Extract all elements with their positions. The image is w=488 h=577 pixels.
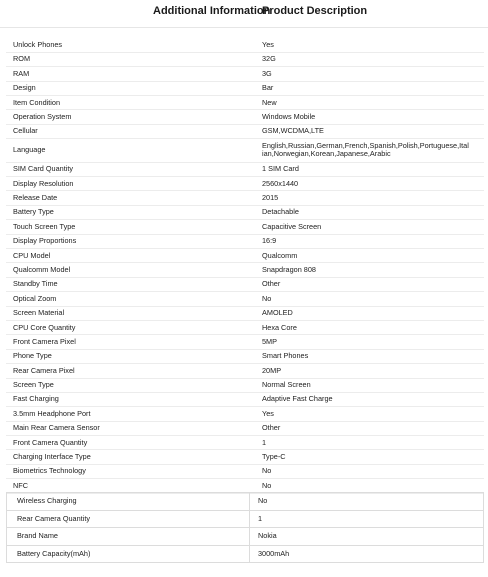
table-row — [6, 479, 484, 493]
spec-value: GSM,WCDMA,LTE — [253, 124, 484, 138]
spec-value: Capacitive Screen — [253, 220, 484, 234]
spec-key: SIM Card Quantity — [6, 162, 253, 176]
spec-value: Qualcomm — [253, 248, 484, 262]
spec-value: 5MP — [253, 335, 484, 349]
table-row — [7, 493, 484, 511]
spec-value: 32G — [253, 52, 484, 66]
spec-key: Fast Charging — [6, 392, 253, 406]
spec-value: English,Russian,German,French,Spanish,Polish,Portuguese,Italian,Norwegian,Korean,Japanese,Arabic — [253, 139, 484, 162]
table-row — [6, 320, 484, 334]
extra-specifications-table — [6, 492, 484, 563]
spec-key: Display Proportions — [6, 234, 253, 248]
table-row — [6, 450, 484, 464]
spec-key: Charging Interface Type — [6, 450, 253, 464]
table-row — [7, 510, 484, 528]
table-row — [7, 528, 484, 546]
table-row — [6, 392, 484, 406]
spec-key: Optical Zoom — [6, 292, 253, 306]
table-row — [6, 52, 484, 66]
spec-value: Normal Screen — [253, 378, 484, 392]
spec-value: No — [253, 292, 484, 306]
spec-key: Battery Capacity(mAh) — [7, 545, 250, 563]
table-row — [6, 292, 484, 306]
table-row — [6, 436, 484, 450]
tab-additional-information[interactable]: Additional Information — [153, 5, 271, 17]
spec-value: 1 — [250, 510, 484, 528]
spec-value: AMOLED — [253, 306, 484, 320]
table-row — [6, 96, 484, 110]
spec-value: Bar — [253, 81, 484, 95]
spec-key: ROM — [6, 52, 253, 66]
spec-value: Hexa Core — [253, 320, 484, 334]
table-row — [6, 349, 484, 363]
spec-key: Operation System — [6, 110, 253, 124]
table-row — [6, 364, 484, 378]
table-row — [6, 124, 484, 138]
spec-key: Cellular — [6, 124, 253, 138]
spec-key: Biometrics Technology — [6, 464, 253, 478]
spec-value: 1 — [253, 436, 484, 450]
spec-key: Battery Type — [6, 205, 253, 219]
spec-value: Nokia — [250, 528, 484, 546]
table-row — [6, 81, 484, 95]
table-row — [6, 263, 484, 277]
spec-key: Wireless Charging — [7, 493, 250, 511]
spec-value: 2015 — [253, 191, 484, 205]
spec-value: 2560x1440 — [253, 177, 484, 191]
spec-value: New — [253, 96, 484, 110]
table-row — [6, 177, 484, 191]
table-row — [6, 378, 484, 392]
table-row — [6, 38, 484, 52]
spec-value: No — [250, 493, 484, 511]
spec-value: Windows Mobile — [253, 110, 484, 124]
table-row — [6, 220, 484, 234]
spec-key: Display Resolution — [6, 177, 253, 191]
spec-value: 16:9 — [253, 234, 484, 248]
spec-key: Main Rear Camera Sensor — [6, 421, 253, 435]
table-row — [6, 464, 484, 478]
spec-value: 1 SIM Card — [253, 162, 484, 176]
spec-key: Standby Time — [6, 277, 253, 291]
spec-key: Unlock Phones — [6, 38, 253, 52]
spec-key: 3.5mm Headphone Port — [6, 407, 253, 421]
spec-key: Release Date — [6, 191, 253, 205]
spec-value: No — [253, 464, 484, 478]
spec-key: Phone Type — [6, 349, 253, 363]
spec-value: Yes — [253, 38, 484, 52]
tab-divider — [0, 27, 488, 28]
table-row — [6, 335, 484, 349]
spec-value: 3000mAh — [250, 545, 484, 563]
spec-value: Detachable — [253, 205, 484, 219]
spec-key: Rear Camera Quantity — [7, 510, 250, 528]
spec-value: Yes — [253, 407, 484, 421]
spec-key: Brand Name — [7, 528, 250, 546]
table-row — [6, 421, 484, 435]
table-row — [6, 205, 484, 219]
table-row — [6, 407, 484, 421]
spec-key: Front Camera Quantity — [6, 436, 253, 450]
spec-key: CPU Model — [6, 248, 253, 262]
table-row — [6, 306, 484, 320]
spec-value: Adaptive Fast Charge — [253, 392, 484, 406]
spec-key: NFC — [6, 479, 253, 493]
spec-key: CPU Core Quantity — [6, 320, 253, 334]
spec-key: Qualcomm Model — [6, 263, 253, 277]
table-row — [6, 67, 484, 81]
spec-key: Language — [6, 139, 253, 162]
spec-key: Touch Screen Type — [6, 220, 253, 234]
table-row — [6, 248, 484, 262]
spec-key: Item Condition — [6, 96, 253, 110]
spec-value: Snapdragon 808 — [253, 263, 484, 277]
spec-key: Screen Material — [6, 306, 253, 320]
table-row — [7, 545, 484, 563]
tab-product-description[interactable]: Product Description — [262, 5, 368, 17]
spec-key: Rear Camera Pixel — [6, 364, 253, 378]
spec-value: 20MP — [253, 364, 484, 378]
spec-value: 3G — [253, 67, 484, 81]
table-row — [6, 110, 484, 124]
spec-key: Screen Type — [6, 378, 253, 392]
specifications-table — [6, 38, 484, 494]
spec-value: Other — [253, 277, 484, 291]
table-row — [6, 139, 484, 162]
table-row — [6, 162, 484, 176]
tab-bar — [0, 0, 488, 24]
spec-key: Design — [6, 81, 253, 95]
spec-value: No — [253, 479, 484, 493]
table-row — [6, 191, 484, 205]
spec-value: Smart Phones — [253, 349, 484, 363]
spec-value: Other — [253, 421, 484, 435]
spec-key: RAM — [6, 67, 253, 81]
spec-key: Front Camera Pixel — [6, 335, 253, 349]
table-row — [6, 234, 484, 248]
spec-value: Type-C — [253, 450, 484, 464]
table-row — [6, 277, 484, 291]
